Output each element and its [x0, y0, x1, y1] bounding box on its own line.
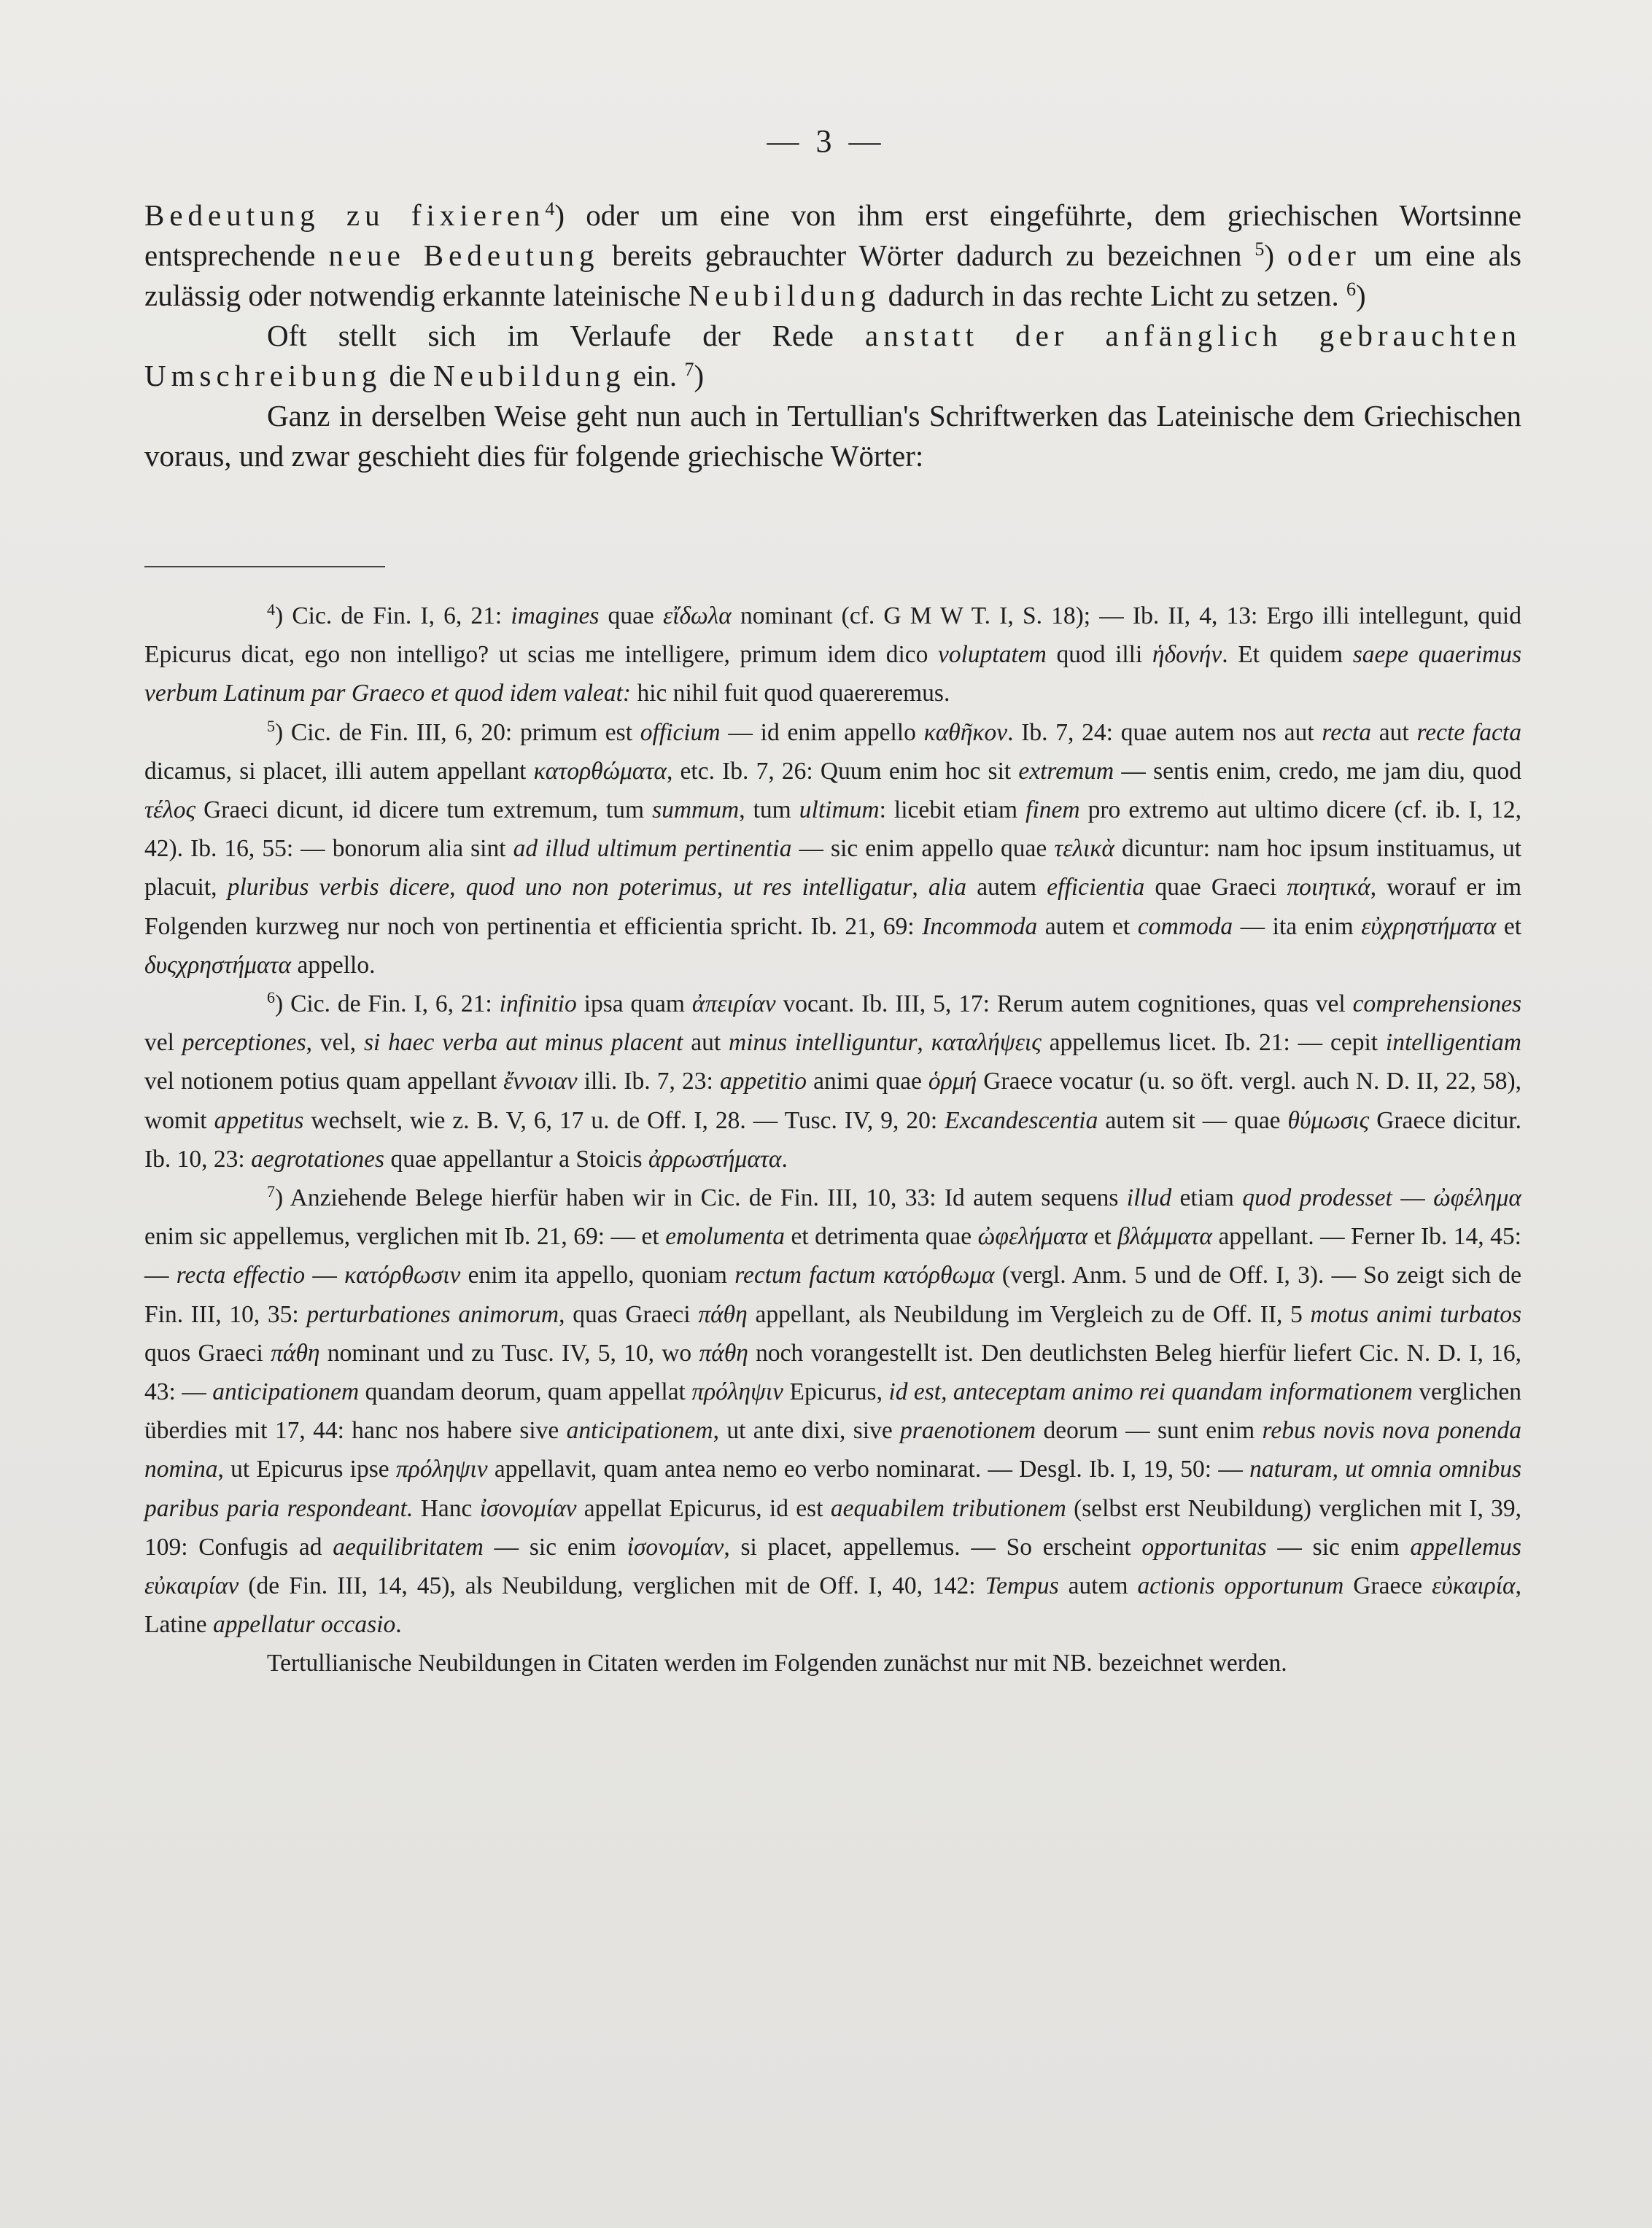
emphasis-term: praenotionem — [900, 1417, 1036, 1445]
footnote-text: . — [781, 1145, 788, 1173]
paragraph-3: Ganz in derselben Weise geht nun auch in Tertullian's Schriftwerken das Lateinische dem Griechischen voraus, und zwar geschieht dies für folgende griechische Wörter: — [144, 399, 1521, 473]
emphasis-term: ἰσονομίαν — [479, 1494, 577, 1522]
footnote-text: quod illi — [1046, 641, 1152, 669]
footnote-text: , — [912, 874, 928, 901]
emphasis-term: ἀπειρίαν — [691, 990, 776, 1018]
emphasis-term: πάθη — [699, 1339, 748, 1367]
emphasis-term: εὐκαιρίαν — [144, 1572, 239, 1600]
footnote-number: 5 — [267, 716, 275, 735]
emphasis-term: anticipationem — [566, 1417, 713, 1445]
footnote-text: Graece vocatur (u. so öft. vergl. auch N. D. II, 22, 58), womit — [144, 1068, 1521, 1134]
emphasis-term: πάθη — [271, 1339, 320, 1367]
emphasis-term: efficientia — [1047, 874, 1145, 901]
emphasis-term: ποιητικά — [1287, 874, 1370, 901]
emphasis-term: aequilibritatem — [333, 1533, 484, 1561]
footnote-6 — [144, 985, 1521, 1179]
footnote-text: — sic enim — [1266, 1533, 1411, 1561]
footnote-text: wechselt, wie z. B. V, 6, 17 u. de Off. I, 28. — Tusc. IV, 9, 20: — [303, 1106, 945, 1134]
emphasis-term: anticipationem — [212, 1378, 360, 1406]
main-text — [144, 195, 1521, 476]
footnote-text: — — [305, 1262, 345, 1289]
emphasis-term: summum — [652, 796, 740, 824]
emphasis-term: εὐχρηστήματα — [1361, 912, 1497, 940]
emphasis-term: ut res intelligatur — [733, 874, 912, 901]
footnote-text: quandam deorum, quam appellat — [359, 1378, 692, 1406]
emphasis-term: appetitio — [719, 1068, 807, 1095]
emphasis-term: appellatur occasio — [212, 1611, 396, 1639]
footnote-text: autem — [1058, 1572, 1138, 1600]
footnote-text: . Et quidem — [1222, 641, 1353, 669]
footnote-ref-4: 4 — [545, 198, 555, 220]
paragraph-1: Bedeutung zu fixieren$^4$) oder um eine von ihm erst eingeführte, dem griechischen Wortsinne entsprechende neue Bedeutung bereits gebrauchter Wörter dadurch zu bezeichnen $^5$) oder um eine als zulässig oder notwendig erkannte lateinische Neubildung dadurch in das rechte Licht zu setzen. $^6$) — [144, 198, 1522, 312]
footnote-number: 6 — [267, 988, 275, 1007]
emphasis-term: καταλήψεις — [931, 1029, 1042, 1057]
emphasis-term: ὁρμή — [928, 1068, 977, 1095]
emphasis-term: commoda — [1137, 912, 1233, 940]
emphasis-term: κατορθώματα — [533, 757, 667, 785]
footnote-text: — sic enim appello quae — [791, 835, 1055, 863]
emphasis-term: actionis opportunum — [1137, 1572, 1344, 1600]
closing-note: Tertullianische Neubildungen in Citaten werden im Folgenden zunächst nur mit NB. bezeichnet werden. — [267, 1650, 1287, 1677]
footnote-text: , vel, — [306, 1029, 364, 1057]
emphasis-term: appetitus — [214, 1106, 304, 1134]
footnote-text: — ita enim — [1233, 912, 1362, 940]
footnote-text: ) Cic. de Fin. I, 6, 21: — [275, 602, 511, 629]
footnote-text: autem — [966, 874, 1047, 901]
emphasis-term: perceptiones — [182, 1029, 306, 1057]
footnote-text: ipsa quam — [576, 990, 692, 1018]
emphasis-term: ἀρρωστήματα — [648, 1145, 782, 1173]
emphasis-term: voluptatem — [938, 641, 1047, 669]
footnote-text: aut — [1371, 718, 1417, 746]
emphasis-term: ἔννοιαν — [503, 1068, 578, 1095]
footnote-7 — [144, 1179, 1521, 1644]
emphasis-term: κατόρθωμα — [883, 1262, 995, 1289]
emphasis-term: καθῆκον — [923, 718, 1008, 746]
emphasis-term: recte facta — [1416, 718, 1521, 746]
footnote-text: , si placet, appellemus. — So erscheint — [724, 1533, 1142, 1561]
footnote-text: etiam — [1171, 1184, 1243, 1212]
footnote-text: , — [449, 874, 466, 901]
footnote-ref-6: 6 — [1346, 279, 1356, 300]
footnote-text: et detrimenta quae — [785, 1223, 978, 1251]
footnote-text: , ut ante dixi, sive — [713, 1417, 901, 1445]
emphasis-term: finem — [1025, 796, 1080, 824]
footnote-text: Graeci dicunt, id dicere tum extremum, tum — [195, 796, 653, 824]
emphasis-term: infinitio — [499, 990, 577, 1018]
footnote-5 — [144, 713, 1521, 985]
footnote-text: nominant und zu Tusc. IV, 5, 10, wo — [319, 1339, 699, 1367]
footnote-text: Graece dicitur. Ib. 10, 23: — [144, 1106, 1521, 1173]
emphasis-term: saepe quaerimus verbum Latinum par Graeco et quod idem valeat: — [144, 641, 1522, 707]
emphasis-term: emolumenta — [665, 1223, 785, 1251]
footnote-text: appello. — [291, 951, 376, 979]
footnote-text: — sentis enim, credo, me jam diu, quod — [1114, 757, 1521, 785]
footnote-text: , worauf er im Folgenden kurzweg nur noch von pertinentia et efficientia spricht. Ib. 21, 69: — [144, 874, 1522, 940]
footnote-text: et — [1496, 912, 1522, 940]
footnote-text: , — [716, 874, 734, 901]
paragraph-2: Oft stellt sich im Verlaufe der Rede anstatt der anfänglich gebrauchten Umschreibung die Neubildung ein. $^7$) — [144, 319, 1521, 392]
footnote-text: , ut Epicurus ipse — [217, 1456, 396, 1483]
footnote-text: pro extremo aut ultimo dicere (cf. ib. I, 12, 42). Ib. 16, 55: — bonorum alia sint — [144, 796, 1521, 863]
emphasis-term: quod uno non poterimus — [465, 874, 717, 901]
footnote-text — [875, 1262, 883, 1289]
emphasis-term: δυςχρηστήματα — [144, 951, 292, 979]
footnote-text: — sic enim — [483, 1533, 627, 1561]
emphasis-term: motus animi turbatos — [1310, 1300, 1521, 1328]
emphasis-term: opportunitas — [1141, 1533, 1267, 1561]
page-number: — 3 — — [767, 123, 885, 159]
emphasis-term: comprehensiones — [1352, 990, 1521, 1018]
footnote-text: appellant. — Ferner Ib. 14, 45: — — [144, 1223, 1521, 1289]
footnote-text: , Latine — [144, 1572, 1522, 1639]
emphasis-term: βλάμματα — [1117, 1223, 1212, 1251]
footnote-text: enim ita appello, quoniam — [460, 1262, 735, 1289]
footnote-text: appellat Epicurus, id est — [576, 1494, 831, 1522]
emphasis-term: alia — [928, 874, 967, 901]
footnote-text: verglichen überdies mit 17, 44: hanc nos habere sive — [144, 1378, 1521, 1445]
footnote-text: vocant. Ib. III, 5, 17: Rerum autem cognitiones, quas vel — [775, 990, 1353, 1018]
emphasis-term: extremum — [1018, 757, 1114, 785]
emphasis-term: pluribus verbis dicere — [227, 874, 450, 901]
footnote-ref-5: 5 — [1254, 238, 1265, 260]
footnote-text: aut — [683, 1029, 729, 1057]
emphasis-term: naturam, ut omnia omnibus paribus paria respondeant. — [144, 1456, 1521, 1522]
footnote-text: . Ib. 7, 24: quae autem nos aut — [1007, 718, 1322, 746]
emphasis-term: εὐκαιρία — [1432, 1572, 1516, 1600]
emphasis-term: aequabilem tributionem — [830, 1494, 1066, 1522]
emphasis-term: rebus novis nova ponenda nomina — [144, 1417, 1521, 1483]
emphasis-term: intelligentiam — [1385, 1029, 1521, 1057]
footnote-text: ) Anziehende Belege hierfür haben wir in Cic. de Fin. III, 10, 33: Id autem sequens — [275, 1184, 1127, 1212]
emphasis-term: officium — [640, 718, 721, 746]
footnote-text: quae Graeci — [1144, 874, 1287, 901]
emphasis-term: κατόρθωσιν — [344, 1262, 461, 1289]
emphasis-term: perturbationes animorum — [306, 1300, 559, 1328]
footnote-text: , tum — [739, 796, 799, 824]
emphasis-term: θύμωσις — [1287, 1106, 1370, 1134]
footnote-text: animi quae — [807, 1068, 928, 1095]
emphasis-term: aegrotationes — [251, 1145, 385, 1173]
emphasis-term: Excandescentia — [945, 1106, 1098, 1134]
footnote-text: Graece — [1343, 1572, 1432, 1600]
emphasis-term: ὠφέλημα — [1433, 1184, 1521, 1212]
footnote-text: enim sic appellemus, verglichen mit Ib. 21, 69: — et — [144, 1223, 666, 1251]
footnote-text: hic nihil fuit quod quaereremus. — [631, 680, 950, 707]
footnote-text: et — [1087, 1223, 1118, 1251]
emphasis-term: εἴδωλα — [662, 602, 732, 629]
footnote-text: quae — [599, 602, 663, 629]
footnote-text: noch vorangestellt ist. Den deutlichsten Beleg hierfür liefert Cic. N. D. I, 16, 43: — — [144, 1339, 1521, 1406]
emphasis-term: Tempus — [985, 1572, 1059, 1600]
footnote-text: Hanc — [413, 1494, 480, 1522]
emphasis-term: ultimum — [799, 796, 880, 824]
footnote-divider — [144, 566, 385, 567]
footnote-text: dicamus, si placet, illi autem appellant — [144, 757, 534, 785]
footnote-text: dicuntur: nam hoc ipsum instituamus, ut placuit, — [144, 835, 1522, 901]
footnote-ref-7: 7 — [684, 359, 694, 380]
emphasis-term: appellemus — [1410, 1533, 1521, 1561]
footnote-text: vel — [144, 1029, 182, 1057]
footnote-text: autem et — [1037, 912, 1138, 940]
emphasis-term: πάθη — [698, 1300, 748, 1328]
footnote-text: , quas Graeci — [559, 1300, 699, 1328]
emphasis-term: id est, anteceptam animo rei quandam informationem — [888, 1378, 1413, 1406]
footnote-text: : licebit etiam — [879, 796, 1026, 824]
emphasis-term: τέλος — [144, 796, 196, 824]
footnote-text: deorum — sunt enim — [1036, 1417, 1263, 1445]
emphasis-term: imagines — [511, 602, 600, 629]
footnote-text: , etc. Ib. 7, 26: Quum enim hoc sit — [666, 757, 1019, 785]
footnote-text: illi. Ib. 7, 23: — [577, 1068, 720, 1095]
emphasis-term: quod prodesset — [1242, 1184, 1392, 1212]
footnote-text: (de Fin. III, 14, 45), als Neubildung, verglichen mit de Off. I, 40, 142: — [239, 1572, 985, 1600]
emphasis-term: recta — [1322, 718, 1372, 746]
emphasis-term: recta effectio — [176, 1262, 306, 1289]
emphasis-term: ὠφελήματα — [977, 1223, 1088, 1251]
emphasis-term: πρόληψιν — [691, 1378, 784, 1406]
footnotes — [144, 597, 1521, 1683]
footnote-number: 4 — [267, 600, 275, 618]
footnote-number: 7 — [267, 1182, 275, 1201]
footnote-4 — [144, 597, 1521, 713]
footnote-text: appellavit, quam antea nemo eo verbo nominarat. — Desgl. Ib. I, 19, 50: — — [487, 1456, 1250, 1483]
emphasis-term: ἡδονήν — [1152, 641, 1222, 669]
footnote-text: quos Graeci — [144, 1339, 271, 1367]
footnote-text: appellant, als Neubildung im Vergleich zu de Off. II, 5 — [747, 1300, 1311, 1328]
emphasis-term: illud — [1126, 1184, 1172, 1212]
footnote-text: vel notionem potius quam appellant — [144, 1068, 504, 1095]
emphasis-term: ἰσονομίαν — [627, 1533, 724, 1561]
emphasis-term: rectum factum — [734, 1262, 876, 1289]
emphasis-term: πρόληψιν — [395, 1456, 488, 1483]
footnote-text: ) Cic. de Fin. III, 6, 20: primum est — [275, 718, 640, 746]
footnote-text: . — [395, 1611, 402, 1639]
emphasis-term: minus intelliguntur — [729, 1029, 918, 1057]
footnote-text: autem sit — quae — [1098, 1106, 1288, 1134]
footnote-text: Epicurus, — [783, 1378, 889, 1406]
footnote-text: appellemus licet. Ib. 21: — cepit — [1041, 1029, 1386, 1057]
emphasis-term: ad illud ultimum pertinentia — [513, 835, 792, 863]
emphasis-term: Incommoda — [922, 912, 1038, 940]
footnote-text: — — [1392, 1184, 1434, 1212]
footnote-text: (selbst erst Neubildung) verglichen mit I, 39, 109: Confugis ad — [144, 1494, 1522, 1561]
emphasis-term: si haec verba aut minus placent — [364, 1029, 683, 1057]
footnote-text: ) Cic. de Fin. I, 6, 21: — [275, 990, 500, 1018]
footnote-text: nominant (cf. G M W T. I, S. 18); — Ib. II, 4, 13: Ergo illi intellegunt, quid Epicurus dicat, ego non intelligo? ut scias me intelligere, primum idem dico — [144, 602, 1521, 669]
footnote-text: quae appellantur a Stoicis — [384, 1145, 648, 1173]
footnote-text: (vergl. Anm. 5 und de Off. I, 3). — So zeigt sich de Fin. III, 10, 35: — [144, 1262, 1522, 1328]
footnote-text: — id enim appello — [720, 718, 924, 746]
emphasis-term: τελικὰ — [1054, 835, 1114, 863]
footnote-text: , — [917, 1029, 931, 1057]
